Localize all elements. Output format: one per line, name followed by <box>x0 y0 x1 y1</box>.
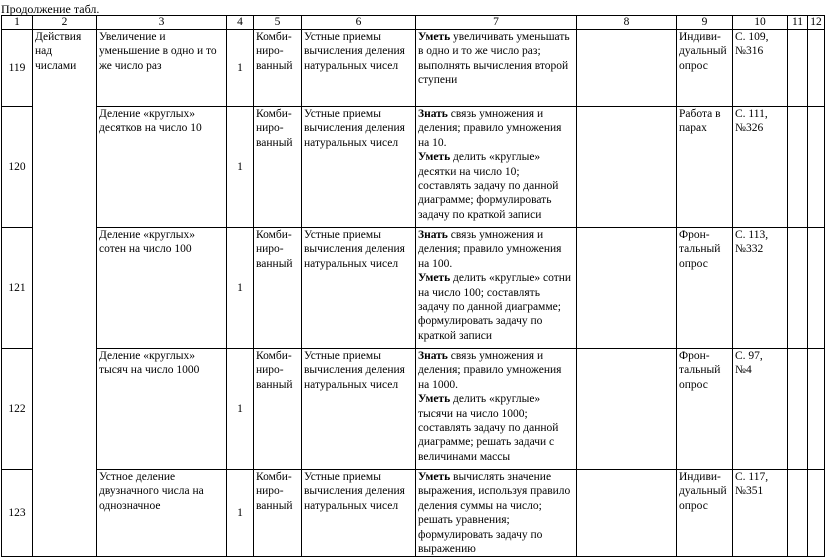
table-row <box>2 107 825 228</box>
column-number-row <box>2 16 825 30</box>
lesson-hours: 1 <box>227 470 254 557</box>
lesson-plan-table <box>1 15 825 557</box>
empty-cell-11 <box>788 107 808 228</box>
requirement-text: увеличивать уменьшать в одно и то же число раз; выполнять вычисления второй ступени <box>418 31 570 87</box>
lesson-number: 122 <box>2 349 33 470</box>
section-title-continued <box>33 349 97 470</box>
column-header: 2 <box>33 16 97 30</box>
requirement-keyword: Уметь <box>418 471 451 483</box>
lesson-topic: Деление «круглых» тысяч на число 1000 <box>97 349 227 470</box>
empty-cell-12 <box>808 470 825 557</box>
lesson-hours: 1 <box>227 107 254 228</box>
table-row <box>2 470 825 557</box>
empty-cell-11 <box>788 228 808 349</box>
empty-cell-12 <box>808 349 825 470</box>
section-title-continued <box>33 470 97 557</box>
requirement-keyword: Уметь <box>418 151 451 164</box>
lesson-type: Комби- ниро- ванный <box>254 228 302 349</box>
requirement-keyword: Уметь <box>418 393 451 406</box>
lesson-type: Комби- ниро- ванный <box>254 349 302 470</box>
textbook-reference: С. 111, №326 <box>733 107 788 228</box>
lesson-topic: Деление «круглых» сотен на число 100 <box>97 228 227 349</box>
empty-cell-8 <box>577 228 677 349</box>
textbook-reference: С. 117, №351 <box>733 470 788 557</box>
lesson-hours: 1 <box>227 30 254 107</box>
section-title-continued <box>33 228 97 349</box>
lesson-hours: 1 <box>227 349 254 470</box>
lesson-topic: Увеличение и уменьшение в одно и то же число раз <box>97 30 227 107</box>
lesson-type: Комби- ниро- ванный <box>254 470 302 557</box>
control-form: Работа в парах <box>677 107 733 228</box>
requirements <box>416 228 577 349</box>
column-header: 4 <box>227 16 254 30</box>
section-title-continued <box>33 107 97 228</box>
empty-cell-8 <box>577 470 677 557</box>
requirements <box>416 470 577 557</box>
empty-cell-12 <box>808 30 825 107</box>
requirements <box>416 30 577 107</box>
column-header: 7 <box>416 16 577 30</box>
column-header: 10 <box>733 16 788 30</box>
lesson-number: 121 <box>2 228 33 349</box>
requirement-text: связь умножения и деления; правило умножения на 10. <box>418 108 562 149</box>
empty-cell-11 <box>788 470 808 557</box>
column-header: 5 <box>254 16 302 30</box>
lesson-type: Комби- ниро- ванный <box>254 107 302 228</box>
requirement-text: связь умножения и деления; правило умножения на 100. <box>418 229 562 270</box>
lesson-number: 119 <box>2 30 33 107</box>
column-header: 8 <box>577 16 677 30</box>
requirement-keyword: Знать <box>418 350 448 362</box>
requirement-keyword: Знать <box>418 108 448 120</box>
control-form: Индиви- дуальный опрос <box>677 470 733 557</box>
lesson-hours: 1 <box>227 228 254 349</box>
column-header: 11 <box>788 16 808 30</box>
section-title: Действия над числами <box>33 30 97 107</box>
column-header: 6 <box>302 16 416 30</box>
requirement-keyword: Уметь <box>418 272 451 285</box>
requirement-text: делить «круглые» сотни на число 100; составлять задачу по данной диаграмме; формулировать задачу по краткой записи <box>418 272 572 342</box>
requirement-text: делить «круглые» тысячи на число 1000; составлять задачу по данной диаграмме; решать задачи с величинами массы <box>418 393 559 463</box>
column-header: 1 <box>2 16 33 30</box>
empty-cell-8 <box>577 30 677 107</box>
empty-cell-11 <box>788 349 808 470</box>
column-header: 12 <box>808 16 825 30</box>
lesson-content: Устные приемы вычисления деления натуральных чисел <box>302 349 416 470</box>
empty-cell-8 <box>577 349 677 470</box>
lesson-number: 120 <box>2 107 33 228</box>
textbook-reference: С. 109, №316 <box>733 30 788 107</box>
empty-cell-12 <box>808 107 825 228</box>
requirement-keyword: Уметь <box>418 31 451 43</box>
lesson-content: Устные приемы вычисления деления натуральных чисел <box>302 107 416 228</box>
requirement-text: делить «круглые» десятки на число 10; составлять задачу по данной диаграмме; формулировать задачу по краткой записи <box>418 151 559 221</box>
table-caption: Продолжение табл. <box>1 2 100 16</box>
table-row <box>2 228 825 349</box>
lesson-content: Устные приемы вычисления деления натуральных чисел <box>302 228 416 349</box>
requirements <box>416 107 577 228</box>
requirement-text: вычислять значение выражения, используя правило деления суммы на число; решать уравнения; формулировать задачу по выражению <box>418 471 571 556</box>
empty-cell-11 <box>788 30 808 107</box>
lesson-topic: Деление «круглых» десятков на число 10 <box>97 107 227 228</box>
requirement-text: связь умножения и деления; правило умножения на 1000. <box>418 350 562 391</box>
lesson-type: Комби- ниро- ванный <box>254 30 302 107</box>
lesson-topic: Устное деление двузначного числа на однозначное <box>97 470 227 557</box>
textbook-reference: С. 97, №4 <box>733 349 788 470</box>
control-form: Индиви- дуальный опрос <box>677 30 733 107</box>
control-form: Фрон- тальный опрос <box>677 228 733 349</box>
textbook-reference: С. 113, №332 <box>733 228 788 349</box>
column-header: 3 <box>97 16 227 30</box>
lesson-content: Устные приемы вычисления деления натуральных чисел <box>302 470 416 557</box>
requirement-keyword: Знать <box>418 229 448 241</box>
empty-cell-12 <box>808 228 825 349</box>
lesson-content: Устные приемы вычисления деления натуральных чисел <box>302 30 416 107</box>
empty-cell-8 <box>577 107 677 228</box>
lesson-number: 123 <box>2 470 33 557</box>
column-header: 9 <box>677 16 733 30</box>
table-row <box>2 349 825 470</box>
control-form: Фрон- тальный опрос <box>677 349 733 470</box>
requirements <box>416 349 577 470</box>
table-row <box>2 30 825 107</box>
